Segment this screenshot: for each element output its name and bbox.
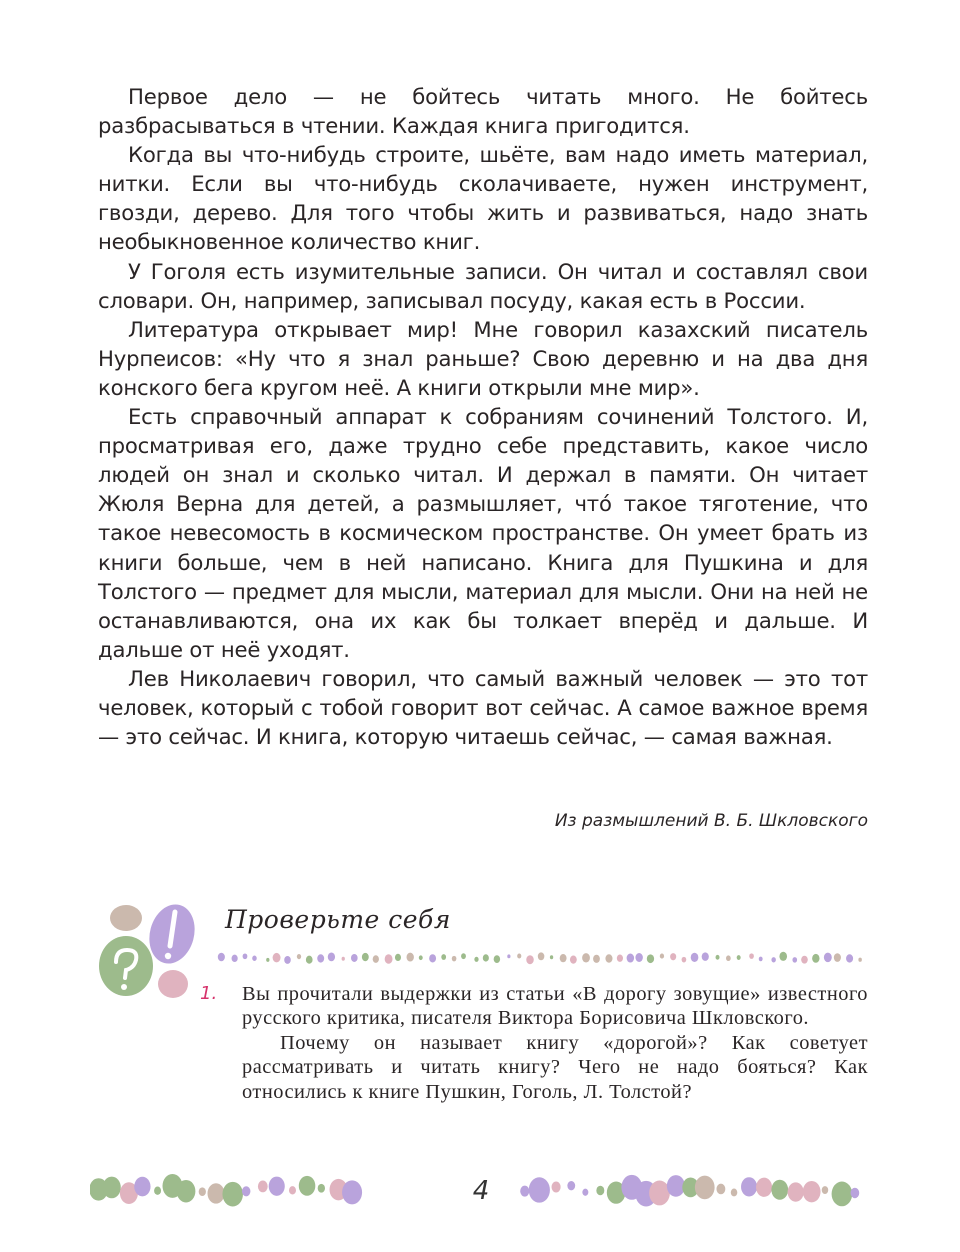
decor-dot xyxy=(779,952,787,961)
decor-dot xyxy=(731,1189,738,1197)
decor-dot xyxy=(441,954,446,960)
decor-dot xyxy=(218,953,225,962)
decor-dot xyxy=(627,954,635,963)
decor-dot xyxy=(803,1181,821,1202)
decor-dot xyxy=(538,952,545,960)
decor-dot xyxy=(726,955,731,961)
decor-dot xyxy=(351,954,358,962)
task-paragraph: Почему он называет книгу «дорогой»? Как советует рассматривать и читать книгу? Чего не надо бояться? Как относились к книге Пушкин, Гоголь, Л. Толстой? xyxy=(242,1031,868,1103)
decor-dot xyxy=(812,954,819,963)
decor-dot xyxy=(617,955,623,962)
page-number: 4 xyxy=(472,1176,490,1206)
article-paragraph: Когда вы что-нибудь строите, шьёте, вам надо иметь материал, нитки. Если вы что-нибудь сколачиваете, нужен инструмент, гвозди, дерево. Для того чтобы жить и развиваться, надо знать необыкновенное количество книг. xyxy=(98,142,868,255)
decor-dot xyxy=(824,953,832,963)
decor-dot xyxy=(741,1177,757,1196)
task-number: 1. xyxy=(200,983,218,1004)
decor-dot xyxy=(822,1186,829,1194)
decor-dot xyxy=(550,955,553,959)
decor-dot xyxy=(771,1180,788,1200)
decor-dot xyxy=(269,1177,285,1196)
decor-dot xyxy=(258,1181,268,1193)
decor-dot xyxy=(846,954,853,962)
decor-dot xyxy=(461,953,466,959)
decor-dot xyxy=(570,955,577,963)
decor-dot xyxy=(649,1181,670,1206)
decor-dot xyxy=(494,955,500,963)
decor-dot xyxy=(110,905,142,931)
decor-dot xyxy=(273,953,281,962)
decor-dot xyxy=(299,1176,316,1196)
decor-dot xyxy=(232,955,238,962)
decor-dot xyxy=(702,952,709,961)
decor-dot xyxy=(452,956,457,962)
decor-dot xyxy=(154,1187,161,1195)
decor-dot xyxy=(266,958,269,962)
article-paragraph: Лев Николаевич говорил, что самый важный человек — это тот человек, который с тобой говорит вот сейчас. А самое важное время — это сейчас. И книга, которую читаешь сейчас, — самая важная. xyxy=(98,665,868,750)
decor-dot xyxy=(317,954,324,962)
decor-dot xyxy=(529,1177,550,1202)
decor-dot xyxy=(716,955,720,960)
self-check-badge xyxy=(96,902,206,1000)
decor-dot xyxy=(593,955,600,963)
decor-dot xyxy=(103,1177,121,1199)
decor-dot xyxy=(222,1182,243,1207)
decor-dot xyxy=(858,958,861,962)
task-item xyxy=(200,982,868,1104)
task-paragraph: Вы прочитали выдержки из статьи «В дорогу зовущие» известного русского критика, писателя Виктора Борисовича Шкловского. xyxy=(242,983,868,1030)
decor-dot xyxy=(801,956,808,964)
decor-dot xyxy=(759,957,763,962)
decor-dot xyxy=(177,1180,196,1203)
decor-dot xyxy=(242,1186,250,1196)
decor-dot xyxy=(788,1182,804,1201)
decor-dot xyxy=(507,954,510,958)
decor-dot xyxy=(682,957,687,963)
decor-dot xyxy=(362,953,369,961)
decor-dot xyxy=(328,953,335,962)
decor-dot xyxy=(582,1189,588,1196)
decor-dot xyxy=(342,957,345,961)
decor-dot xyxy=(517,954,521,959)
decor-dot xyxy=(567,1181,575,1190)
decor-dot xyxy=(373,955,379,963)
decor-dot xyxy=(792,957,797,963)
decor-dot xyxy=(834,953,841,962)
attribution: Из размышлений В. Б. Шкловского xyxy=(554,811,868,831)
decor-dot xyxy=(851,1188,860,1198)
decor-dot xyxy=(429,954,436,962)
decor-dot xyxy=(771,957,775,962)
decor-dot xyxy=(605,954,612,963)
decor-dot xyxy=(395,954,401,961)
decor-dot xyxy=(158,970,188,998)
article-paragraph: Есть справочный аппарат к собраниям сочинений Толстого. И, просматривая его, даже трудно себе представить, какое число людей он знал и сколько читал. И держал в памяти. Он читает Жюля Верна для детей, а размышляет, что́ такое тяготение, что такое невесомость в космическом пространстве. Он умеет брать из книги больше, чем в ней написано. Книга для Пушкина и для Толстого — предмет для мысли, материал для мысли. Они на ней не останавливаются, она их как бы толкает вперёд и дальше. И дальше от неё уходят. xyxy=(98,404,868,662)
decor-dot xyxy=(199,1187,206,1196)
decor-dot xyxy=(582,953,590,962)
decor-dot xyxy=(474,957,478,962)
task-body xyxy=(242,982,868,1104)
decor-dot xyxy=(749,953,754,959)
decor-dot xyxy=(483,954,489,961)
decor-dot xyxy=(342,1180,362,1204)
decor-dot xyxy=(134,1177,150,1197)
decor-dot xyxy=(716,1184,725,1195)
decor-dot xyxy=(832,1182,853,1207)
decor-dot xyxy=(552,1182,561,1193)
decor-dot xyxy=(560,954,567,962)
decor-dot xyxy=(284,956,291,964)
dotted-divider xyxy=(215,950,870,966)
decor-dot xyxy=(306,956,313,964)
decor-dot xyxy=(667,1175,685,1197)
decor-dot xyxy=(695,1176,715,1200)
section-title: Проверьте себя xyxy=(225,905,451,934)
decor-dot xyxy=(660,954,664,959)
decor-dot xyxy=(243,953,248,959)
decor-dot xyxy=(208,1183,225,1203)
decor-dot xyxy=(737,955,741,960)
decor-dot xyxy=(691,953,699,962)
footer-decoration-left xyxy=(90,1170,365,1210)
decor-dot xyxy=(252,956,257,961)
decor-dot xyxy=(756,1178,772,1197)
footer-decoration-right xyxy=(518,1170,873,1210)
decor-dot xyxy=(297,954,301,959)
decor-dot xyxy=(385,954,393,963)
decor-dot xyxy=(526,955,533,964)
decor-dot xyxy=(635,953,642,962)
decor-dot xyxy=(596,1186,604,1196)
decor-dot xyxy=(647,954,654,963)
article-paragraph: У Гоголя есть изумительные записи. Он читал и составлял свои словари. Он, например, записывал посуду, какая есть в России. xyxy=(98,258,868,313)
decor-dot xyxy=(419,955,423,960)
decor-dot xyxy=(289,1186,296,1194)
decor-dot xyxy=(318,1184,325,1193)
article-text xyxy=(98,82,868,751)
decor-dot xyxy=(520,1186,529,1197)
article-paragraph: Литература открывает мир! Мне говорил казахский писатель Нурпеисов: «Ну что я знал раньше? Свою деревню и на два дня конского бега кругом неё. А книги открыли мне мир». xyxy=(98,316,868,400)
article-paragraph: Первое дело — не бойтесь читать много. Не бойтесь разбрасываться в чтении. Каждая книга пригодится. xyxy=(98,84,868,139)
decor-dot xyxy=(670,953,676,960)
decor-dot xyxy=(407,953,414,962)
